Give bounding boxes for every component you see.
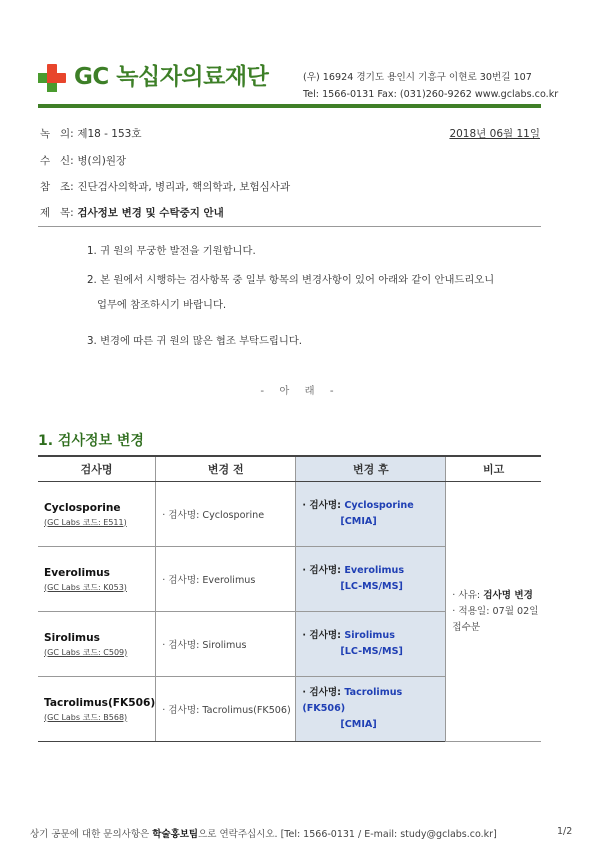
before-value: · 검사명: Everolimus xyxy=(156,547,296,612)
after-value: · 검사명: Cyclosporine [CMIA] xyxy=(296,482,446,547)
recipient: 병(의)원장 xyxy=(77,155,127,167)
table-header-row xyxy=(38,456,541,482)
doc-number: 제18 - 153호 xyxy=(77,128,142,140)
test-name: Cyclosporine xyxy=(44,501,121,514)
after-value: · 검사명: Everolimus [LC-MS/MS] xyxy=(296,547,446,612)
note-date: · 적용일: 07월 02일 접수분 xyxy=(452,605,539,633)
subject-row: 제 목: 검사정보 변경 및 수탁중지 안내 xyxy=(40,207,224,219)
test-code: (GC Labs 코드: C509) xyxy=(44,647,128,657)
test-name: Sirolimus xyxy=(44,631,100,644)
change-table xyxy=(38,455,541,742)
header-divider xyxy=(38,104,541,108)
logo-text: GC 녹십자의료재단 xyxy=(74,64,269,90)
footer-team: 학술홍보팀 xyxy=(152,829,199,840)
reference: 진단검사의학과, 병리과, 핵의학과, 보험심사과 xyxy=(77,181,291,193)
test-name: Tacrolimus(FK506) xyxy=(44,696,156,709)
doc-number-row: 녹 의: 제18 - 153호 xyxy=(40,128,142,140)
page-number: 1/2 xyxy=(557,826,573,837)
meta-divider xyxy=(38,226,541,227)
recipient-row: 수 신: 병(의)원장 xyxy=(40,155,127,167)
test-code: (GC Labs 코드: B568) xyxy=(44,712,128,722)
before-value: · 검사명: Tacrolimus(FK506) xyxy=(156,677,296,742)
reference-row: 참 조: 진단검사의학과, 병리과, 핵의학과, 보험심사과 xyxy=(40,181,291,193)
header-note: 비고 xyxy=(446,456,541,482)
header-before: 변경 전 xyxy=(156,456,296,482)
footer-contact: 상기 공문에 대한 문의사항은 학술홍보팀으로 연락주십시오. [Tel: 1566-0131 / E-mail: study@gclabs.co.kr] xyxy=(30,829,497,840)
below-marker: - 아 래 - xyxy=(260,385,340,397)
gc-cross-icon xyxy=(38,64,66,92)
after-value: · 검사명: Tacrolimus (FK506) [CMIA] xyxy=(296,677,446,742)
subject: 검사정보 변경 및 수탁중지 안내 xyxy=(77,207,224,219)
note-cell: · 사유: 검사명 변경 · 적용일: 07월 02일 접수분 xyxy=(446,482,541,742)
paragraph-1: 1. 귀 원의 무궁한 발전을 기원합니다. xyxy=(87,245,256,257)
test-code: (GC Labs 코드: K053) xyxy=(44,582,127,592)
paragraph-3: 3. 변경에 따른 귀 원의 많은 협조 부탁드립니다. xyxy=(87,335,303,347)
contact-line: Tel: 1566-0131 Fax: (031)260-9262 www.gclabs.co.kr xyxy=(303,89,559,100)
header-after: 변경 후 xyxy=(296,456,446,482)
note-reason: 검사명 변경 xyxy=(483,589,533,601)
doc-date: 2018년 06월 11일 xyxy=(449,128,540,140)
before-value: · 검사명: Cyclosporine xyxy=(156,482,296,547)
section-title: 1. 검사정보 변경 xyxy=(38,433,144,449)
address-line: (우) 16924 경기도 용인시 기흥구 이현로 30번길 107 xyxy=(303,72,532,83)
test-name: Everolimus xyxy=(44,566,110,579)
table-row xyxy=(38,482,541,547)
after-value: · 검사명: Sirolimus [LC-MS/MS] xyxy=(296,612,446,677)
address-block xyxy=(303,69,558,103)
gc-logo xyxy=(38,62,293,92)
before-value: · 검사명: Sirolimus xyxy=(156,612,296,677)
header-test-name: 검사명 xyxy=(38,456,156,482)
paragraph-2a: 2. 본 원에서 시행하는 검사항목 중 일부 항목의 변경사항이 있어 아래와 같이 안내드리오니 xyxy=(87,274,495,286)
paragraph-2b: 업무에 참조하시기 바랍니다. xyxy=(97,299,227,311)
test-code: (GC Labs 코드: E511) xyxy=(44,517,127,527)
